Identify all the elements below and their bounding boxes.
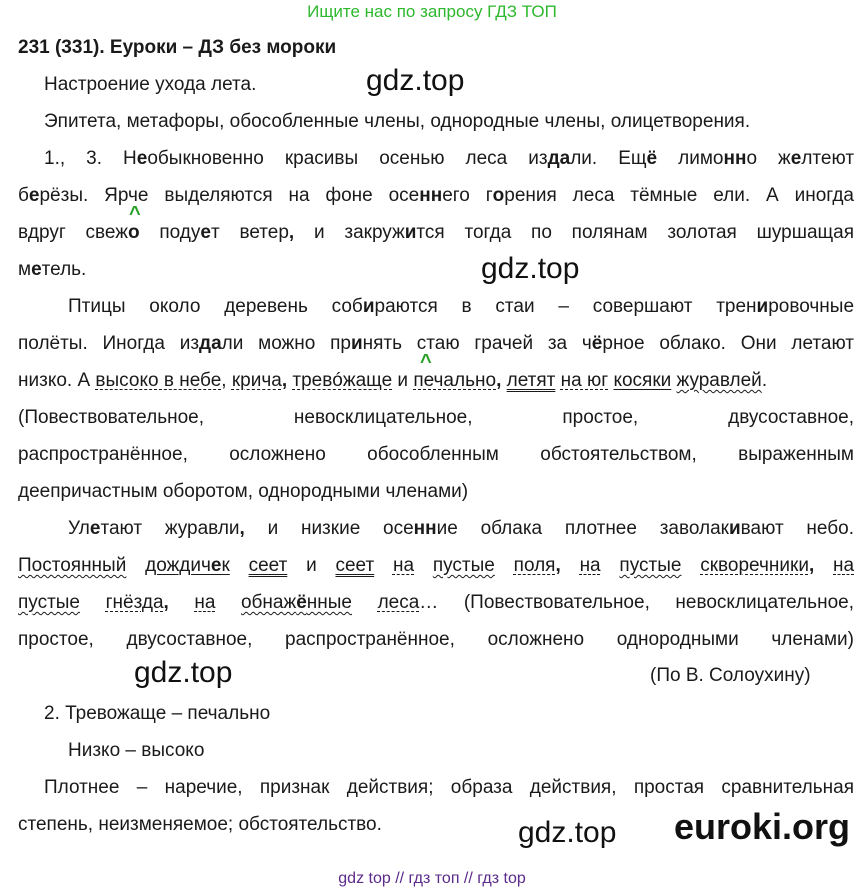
watermark: gdz.top [134,656,233,689]
text-line: деепричастным оборотом, однородными членами) [18,481,469,502]
author-credit: (По В. Солоухину) [650,665,811,686]
text-line: пустые гнёзда, на обнажённые леса… (Повествовательное, невосклицательное, [18,592,854,613]
euroki-logo: euroki.org [674,806,851,847]
text-line: вдруг свежо подует ветер, и закружится тогда по полянам золотая шуршащая [18,222,854,243]
text-line: Улетают журавли, и низкие осенние облака плотнее заволакивают небо. [68,518,854,539]
top-search-link[interactable]: Ищите нас по запросу ГДЗ ТОП [307,2,557,21]
text-line: Эпитета, метафоры, обособленные члены, однородные члены, олицетворения. [44,111,751,132]
watermark: gdz.top [481,252,580,285]
footer-links[interactable]: gdz top // гдз топ // гдз top [338,870,526,887]
text-line: 2. Тревожаще – печально [44,703,271,724]
page-title: 231 (331). Еуроки – ДЗ без мороки [18,37,337,58]
stress-mark-icon: ^ [420,351,432,373]
watermark: gdz.top [366,64,465,97]
text-line: простое, двусоставное, распространённое, осложнено однородными членами) [18,629,854,650]
text-line: Постоянный дождичек сеет и сеет на пустые поля, на пустые скворечники, на [18,555,855,576]
text-line: Низко – высоко [68,740,205,761]
text-line: Птицы около деревень собираются в стаи – совершают тренировочные [68,296,855,317]
text-line: берёзы. Ярче выделяются на фоне осеннего горения леса тёмные ели. А иногда [18,185,854,206]
text-line: низко. А высоко в небе, крича, тревóжаще и печально, летят на юг косяки журавлей. [18,370,768,391]
watermark: gdz.top [518,816,617,849]
text-line: (Повествовательное, невосклицательное, простое, двусоставное, [18,407,854,428]
text-line: метель. [18,259,87,280]
text-line: Настроение ухода лета. [44,74,257,95]
text-line: полёты. Иногда издали можно принять стаю грачей за чёрное облако. Они летают [18,333,854,354]
text-line: распространённое, осложнено обособленным обстоятельством, выраженным [18,444,854,465]
text-line: 1., 3. Необыкновенно красивы осенью леса издали. Ещё лимонно желтеют [44,148,855,169]
text-line: Плотнее – наречие, признак действия; образа действия, простая сравнительная [44,777,854,798]
text-line: степень, неизменяемое; обстоятельство. [18,814,382,835]
stress-mark-icon: ^ [129,203,141,225]
